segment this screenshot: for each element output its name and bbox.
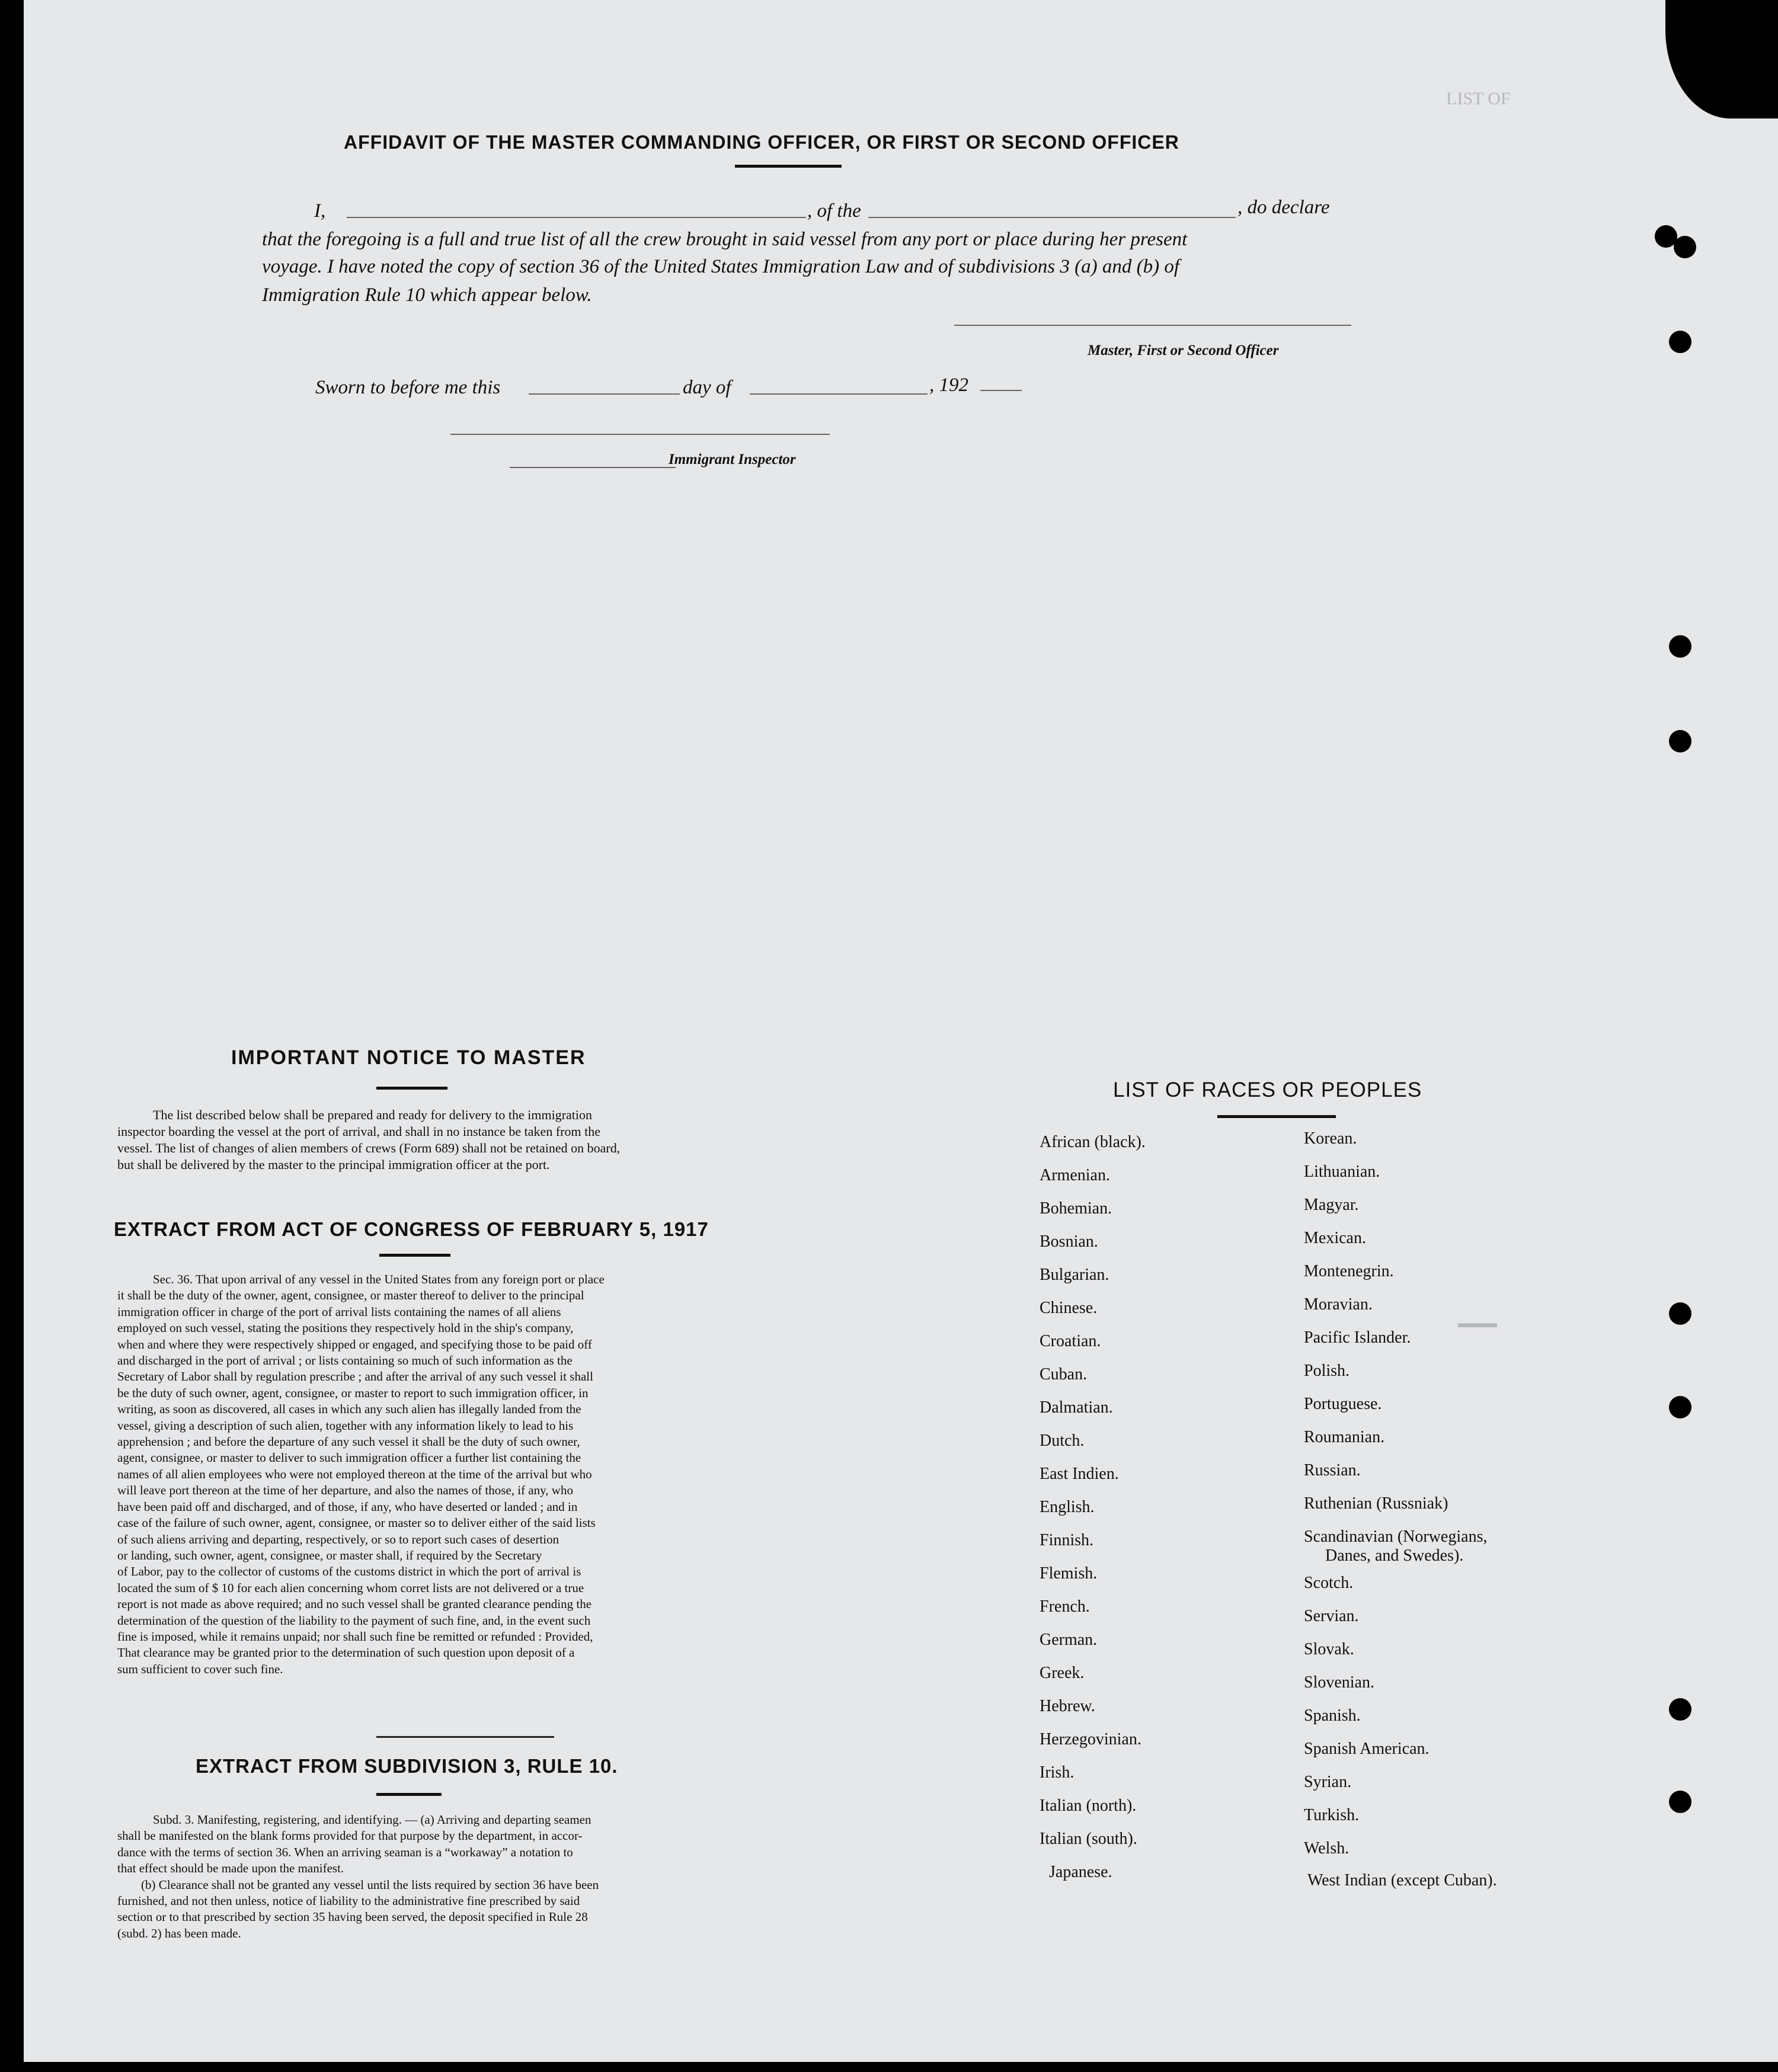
act-line: apprehension ; and before the departure of any such vessel it shall be the duty of such owner, (117, 1434, 580, 1449)
act-line: when and where they were respectively shipped or engaged, and specifying those to be paid off (117, 1337, 592, 1352)
name-blank (347, 217, 806, 218)
act-line: That clearance may be granted prior to the determination of such question upon deposit of a (117, 1645, 575, 1660)
affidavit-title: AFFIDAVIT OF THE MASTER COMMANDING OFFICER, OR FIRST OR SECOND OFFICER (344, 132, 1179, 153)
race-item: Finnish. (1040, 1531, 1094, 1549)
act-line: Secretary of Labor shall by regulation prescribe ; and after the arrival of any such vessel it shall (117, 1369, 593, 1384)
section-separator (376, 1736, 554, 1738)
notice-title: IMPORTANT NOTICE TO MASTER (231, 1046, 586, 1069)
act-line: names of all alien employees who were not employed thereon at the time of the arrival but who (117, 1466, 592, 1481)
signature-label: Master, First or Second Officer (1088, 342, 1279, 358)
race-item: Mexican. (1304, 1229, 1366, 1247)
race-item: Bulgarian. (1040, 1266, 1109, 1284)
notice-body (117, 1107, 769, 1173)
race-item: Pacific Islander. (1304, 1328, 1411, 1347)
races-underline (1217, 1115, 1336, 1118)
race-item: Croatian. (1040, 1332, 1101, 1350)
rule-line: dance with the terms of section 36. When an arriving seaman is a “workaway” a notation to (117, 1844, 573, 1859)
inspector-label: Immigrant Inspector (669, 451, 796, 467)
act-line: and discharged in the port of arrival ; or lists containing so much of such information as the (117, 1353, 573, 1368)
affidavit-body-line-3: Immigration Rule 10 which appear below. (262, 284, 592, 306)
race-item: Hebrew. (1040, 1697, 1095, 1715)
document-page (24, 0, 1778, 2062)
race-item: Greek. (1040, 1664, 1085, 1682)
act-line: immigration officer in charge of the port of arrival lists containing the names of all aliens (117, 1304, 561, 1319)
act-line: of Labor, pay to the collector of customs of the customs district in which the port of arrival is (117, 1564, 581, 1579)
do-declare-label: , do declare (1237, 197, 1330, 218)
rule-line: Subd. 3. Manifesting, registering, and identifying. — (a) Arriving and departing seamen (153, 1812, 591, 1827)
race-item: Slovak. (1304, 1640, 1354, 1658)
race-item: East Indien. (1040, 1465, 1119, 1483)
extract-rule-title: EXTRACT FROM SUBDIVISION 3, RULE 10. (196, 1755, 618, 1777)
race-item: Bohemian. (1040, 1199, 1112, 1218)
race-item: Portuguese. (1304, 1395, 1382, 1413)
punch-hole (1669, 730, 1691, 752)
day-of-label: day of (683, 377, 731, 398)
punch-hole (1669, 1791, 1691, 1813)
race-item: Korean. (1304, 1129, 1357, 1148)
bleed-through-mark: ▬▬▬ (1458, 1315, 1497, 1330)
act-line: or landing, such owner, agent, consignee, or master shall, if required by the Secretary (117, 1548, 542, 1562)
races-title: LIST OF RACES OR PEOPLES (1113, 1078, 1422, 1101)
punch-hole (1669, 331, 1691, 353)
punch-hole (1669, 1302, 1691, 1325)
race-item: Moravian. (1304, 1295, 1373, 1314)
act-line: agent, consignee, or master to deliver to such immigration officer a further list containing the (117, 1450, 581, 1465)
race-item: Irish. (1040, 1763, 1075, 1782)
rule-line: furnished, and not then unless, notice of liability to the administrative fine prescribed by said (117, 1894, 580, 1908)
race-item: Magyar. (1304, 1196, 1359, 1214)
bleed-through-mark: LIST OF (1446, 89, 1511, 108)
race-item: English. (1040, 1498, 1095, 1516)
race-item: Servian. (1304, 1607, 1359, 1625)
sworn-day-blank (529, 393, 680, 395)
sworn-label: Sworn to before me this (315, 377, 501, 398)
race-item: Italian (north). (1040, 1796, 1137, 1815)
act-line: Sec. 36. That upon arrival of any vessel in the United States from any foreign port or place (153, 1272, 605, 1286)
punch-hole (1669, 1698, 1691, 1721)
rule-line: (subd. 2) has been made. (117, 1926, 241, 1940)
race-item: Montenegrin. (1304, 1262, 1394, 1280)
race-item: Bosnian. (1040, 1232, 1098, 1251)
act-line: it shall be the duty of the owner, agent, consignee, or master thereof to deliver to the principal (117, 1288, 584, 1303)
punch-hole (1669, 1396, 1691, 1418)
race-item: Italian (south). (1040, 1830, 1137, 1848)
title-underline (735, 165, 842, 168)
sworn-month-blank (750, 393, 928, 395)
of-the-label: , of the (807, 200, 861, 222)
act-line: fine is imposed, while it remains unpaid; nor shall such fine be remitted or refunded : Provided, (117, 1629, 593, 1644)
act-line: report is not made as above required; and no such vessel shall be granted clearance pending the (117, 1597, 592, 1612)
year-blank (980, 390, 1022, 391)
extract-act-body (117, 1272, 769, 1677)
act-line: located the sum of $ 10 for each alien concerning whom corret lists are not delivered or a true (117, 1580, 584, 1595)
punch-hole (1674, 236, 1696, 258)
race-item: Roumanian. (1304, 1428, 1385, 1446)
extract-rule-body (117, 1812, 769, 1942)
punch-hole (1669, 635, 1691, 658)
inspector-signature-blank (450, 434, 830, 435)
rule-line: (b) Clearance shall not be granted any vessel until the lists required by section 36 have been (141, 1877, 599, 1892)
inspector-dotted-blank (510, 467, 676, 468)
race-item: Armenian. (1040, 1166, 1110, 1184)
extract-act-title: EXTRACT FROM ACT OF CONGRESS OF FEBRUARY 5, 1917 (114, 1218, 709, 1240)
race-item: Scotch. (1304, 1574, 1354, 1592)
race-item: Polish. (1304, 1362, 1350, 1380)
race-item: Scandinavian (Norwegians, (1304, 1527, 1488, 1546)
race-item: Spanish American. (1304, 1740, 1430, 1758)
race-item: Herzegovinian. (1040, 1730, 1141, 1748)
notice-line: inspector boarding the vessel at the port of arrival, and shall in no instance be taken from the (117, 1124, 600, 1139)
race-item: Lithuanian. (1304, 1163, 1380, 1181)
race-item: Japanese. (1049, 1863, 1112, 1881)
signature-blank (954, 325, 1351, 326)
act-line: writing, as soon as discovered, all cases in which any such alien has illegally landed from the (117, 1402, 581, 1417)
act-line: have been paid off and discharged, and of those, if any, who have deserted or landed ; and in (117, 1499, 578, 1514)
notice-line: vessel. The list of changes of alien members of crews (Form 689) shall not be retained on board, (117, 1141, 621, 1155)
extract-act-underline (379, 1254, 450, 1257)
act-line: vessel, giving a description of such alien, together with any information likely to lead to his (117, 1418, 574, 1433)
race-item: African (black). (1040, 1133, 1146, 1151)
race-item: Ruthenian (Russniak) (1304, 1494, 1448, 1513)
affidavit-body-line-2: voyage. I have noted the copy of section 36 of the United States Immigration Law and of subdivisions 3 (a) and (b) of (262, 256, 1180, 277)
rule-line: shall be manifested on the blank forms provided for that purpose by the department, in accor- (117, 1828, 583, 1843)
race-item: Turkish. (1304, 1806, 1360, 1824)
torn-corner (1665, 0, 1778, 119)
race-item: West Indian (except Cuban). (1307, 1871, 1497, 1890)
race-item: Chinese. (1040, 1299, 1098, 1317)
race-item: Syrian. (1304, 1773, 1352, 1791)
vessel-blank (868, 217, 1236, 218)
race-item: Flemish. (1040, 1564, 1098, 1583)
rule-line: section or to that prescribed by section 35 having been served, the deposit specified in Rule 28 (117, 1910, 588, 1924)
rule-line: that effect should be made upon the manifest. (117, 1861, 344, 1876)
race-item: Danes, and Swedes). (1325, 1546, 1464, 1565)
race-item: German. (1040, 1631, 1098, 1649)
affidavit-i-label: I, (314, 200, 326, 222)
race-item: French. (1040, 1597, 1090, 1616)
act-line: determination of the question of the liability to the payment of such fine, and, in the event such (117, 1613, 591, 1628)
race-item: Dalmatian. (1040, 1398, 1113, 1417)
act-line: will leave port thereon at the time of her departure, and also the names of those, if any, who (117, 1483, 573, 1498)
race-item: Spanish. (1304, 1706, 1361, 1725)
race-item: Cuban. (1040, 1365, 1088, 1384)
extract-rule-underline (376, 1793, 442, 1796)
act-line: be the duty of such owner, agent, consignee, or master to report to such immigration officer, in (117, 1385, 589, 1400)
notice-underline (376, 1087, 447, 1090)
notice-line: The list described below shall be prepared and ready for delivery to the immigration (153, 1107, 593, 1122)
notice-line: but shall be delivered by the master to the principal immigration officer at the port. (117, 1157, 550, 1172)
affidavit-body-line-1: that the foregoing is a full and true list of all the crew brought in said vessel from any port or place during her present (262, 229, 1188, 250)
race-item: Welsh. (1304, 1839, 1350, 1858)
race-item: Dutch. (1040, 1431, 1085, 1450)
act-line: of such aliens arriving and departing, respectively, or so to report such cases of desertion (117, 1532, 559, 1546)
act-line: employed on such vessel, stating the positions they respectively hold in the ship's company, (117, 1321, 574, 1336)
act-line: sum sufficient to cover such fine. (117, 1661, 283, 1676)
race-item: Slovenian. (1304, 1673, 1374, 1692)
act-line: case of the failure of such owner, agent, consignee, or master so to deliver either of the said lists (117, 1516, 596, 1530)
year-label: , 192 (929, 374, 968, 396)
race-item: Russian. (1304, 1461, 1361, 1479)
